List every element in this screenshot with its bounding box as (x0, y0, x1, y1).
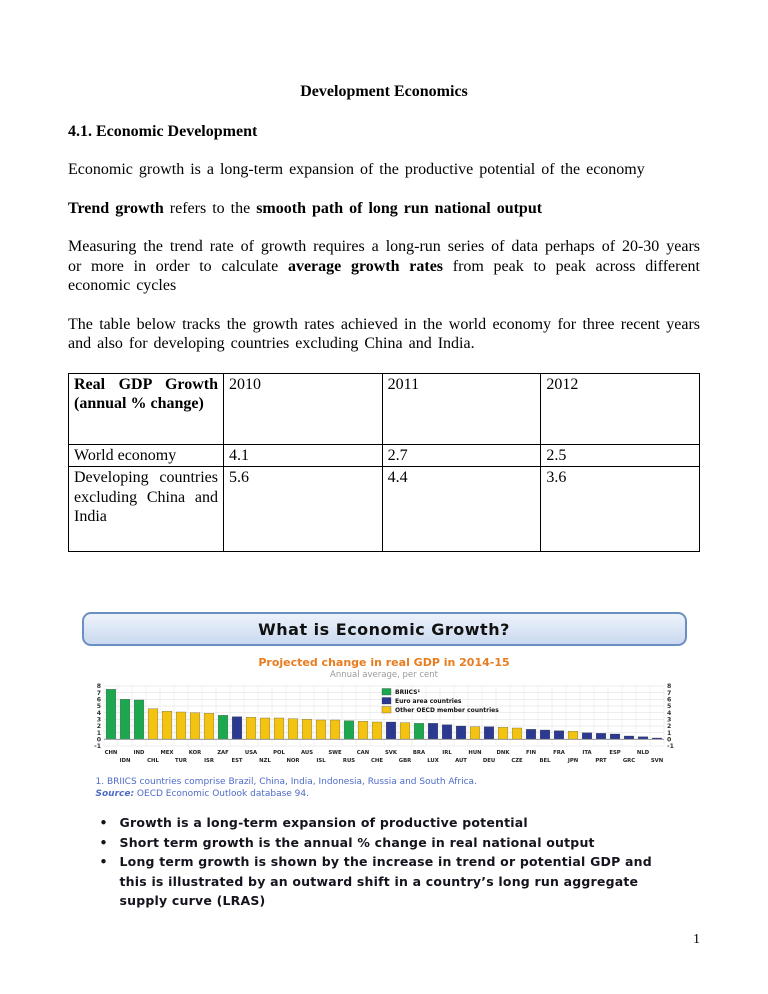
cell-value: 4.4 (382, 467, 541, 552)
svg-text:8: 8 (96, 683, 101, 691)
svg-text:USA: USA (244, 750, 258, 756)
bar-POL (274, 718, 284, 739)
section-heading: 4.1. Economic Development (68, 122, 258, 140)
smooth-path-bold: smooth path of long run national output (256, 199, 543, 217)
svg-text:GRC: GRC (622, 758, 636, 764)
svg-text:ZAF: ZAF (217, 750, 229, 756)
legend-swatch (382, 689, 391, 696)
source-label: Source: (95, 789, 135, 799)
bar-LUX (428, 723, 438, 739)
svg-text:TUR: TUR (175, 758, 187, 764)
table-header-2011: 2011 (382, 373, 541, 444)
svg-text:2: 2 (667, 723, 672, 731)
paragraph-table-intro (68, 315, 700, 354)
svg-text:FIN: FIN (525, 750, 537, 756)
bar-CZE (512, 728, 522, 739)
legend-label: BRIICS¹ (395, 689, 421, 696)
svg-text:FRA: FRA (553, 750, 565, 756)
bullet-item (100, 833, 673, 853)
chart-footnote: 1. BRIICS countries comprise Brazil, China, India, Indonesia, Russia and South Africa. (95, 777, 477, 787)
row-label: Developing countries excluding China and India (69, 467, 224, 552)
gdp-chart-block (82, 656, 687, 771)
svg-text:AUT: AUT (455, 758, 467, 764)
svg-text:CHN: CHN (104, 750, 118, 756)
svg-text:3: 3 (96, 716, 101, 724)
svg-text:IRL: IRL (442, 750, 452, 756)
svg-text:JPN: JPN (567, 758, 579, 764)
bar-ESP (610, 734, 620, 739)
svg-text:1: 1 (667, 729, 672, 737)
bar-FIN (526, 729, 536, 739)
svg-text:0: 0 (667, 736, 672, 744)
svg-text:ITA: ITA (582, 750, 592, 756)
measuring-post-text: from peak to peak across different economic cycles (68, 257, 701, 294)
svg-text:SWE: SWE (328, 750, 342, 756)
svg-text:NLD: NLD (636, 750, 650, 756)
svg-text:2: 2 (96, 723, 101, 731)
svg-text:ESP: ESP (609, 750, 621, 756)
figure-title: What is Economic Growth? (258, 619, 510, 639)
average-growth-bold: average growth rates (287, 257, 444, 275)
svg-text:IDN: IDN (119, 758, 131, 764)
paragraph-trend (68, 199, 700, 219)
cell-value: 2.7 (382, 444, 541, 467)
source-text: OECD Economic Outlook database 94. (134, 789, 309, 799)
svg-text:6: 6 (667, 696, 672, 704)
paragraph-measuring (68, 237, 700, 296)
bar-KOR (190, 713, 200, 740)
bar-AUT (456, 726, 466, 739)
bar-BRA (414, 723, 424, 739)
measuring-pre-text: Measuring the trend rate of growth requires a long-run series of data perhaps of 20-30 years or more in order to calculate (68, 238, 700, 275)
bar-HUN (470, 727, 480, 740)
legend-swatch (382, 707, 391, 714)
svg-text:4: 4 (667, 709, 672, 717)
legend-swatch (382, 698, 391, 705)
svg-text:SVN: SVN (650, 758, 664, 764)
bullet-text: Short term growth is the annual % change in real national output (119, 834, 595, 850)
paragraph-intro (68, 160, 700, 180)
bar-EST (232, 717, 242, 740)
paragraph-intro-text: Economic growth is a long-term expansion of the productive potential of the economy (68, 161, 645, 178)
bar-DNK (498, 727, 508, 739)
chart-source (96, 789, 673, 799)
cell-value: 2.5 (541, 444, 700, 467)
bar-JPN (568, 731, 578, 739)
gdp-growth-table (68, 373, 700, 553)
bullet-item (100, 852, 673, 911)
bar-ISR (204, 713, 214, 739)
chart-subtitle: Annual average, per cent (330, 670, 438, 680)
svg-text:PRT: PRT (595, 758, 607, 764)
page-number: 1 (693, 932, 700, 947)
table-header-row (69, 373, 700, 444)
bar-DEU (484, 727, 494, 740)
chart-notes (82, 777, 687, 799)
bullet-icon: • (99, 834, 108, 850)
svg-text:8: 8 (667, 683, 672, 691)
cell-value: 5.6 (224, 467, 383, 552)
svg-text:POL: POL (273, 750, 285, 756)
bar-GRC (624, 736, 634, 739)
svg-text:RUS: RUS (342, 758, 356, 764)
svg-text:4: 4 (96, 709, 101, 717)
bar-CAN (358, 721, 368, 739)
bar-AUS (302, 719, 312, 739)
bullet-icon: • (99, 854, 108, 869)
figure-title-box (82, 612, 687, 646)
bullet-text: Growth is a long-term expansion of productive potential (119, 815, 528, 830)
svg-text:HUN: HUN (468, 750, 482, 756)
bar-IDN (120, 699, 130, 739)
bar-RUS (344, 721, 354, 740)
svg-text:-1: -1 (667, 743, 674, 751)
svg-text:7: 7 (667, 689, 672, 697)
bar-MEX (162, 711, 172, 739)
bar-ITA (582, 733, 592, 740)
cell-value: 4.1 (224, 444, 383, 467)
svg-text:CHE: CHE (371, 758, 383, 764)
bar-BEL (540, 730, 550, 739)
bar-CHE (372, 722, 382, 739)
svg-text:SVK: SVK (384, 750, 398, 756)
bar-CHL (148, 709, 158, 740)
table-row-world-economy (69, 444, 700, 467)
svg-text:CAN: CAN (356, 750, 370, 756)
chart-title: Projected change in real GDP in 2014-15 (258, 656, 510, 669)
table-intro-text: The table below tracks the growth rates achieved in the world economy for three recent years and also for developing countries excluding China and India. (68, 315, 700, 352)
svg-text:0: 0 (96, 736, 101, 744)
svg-text:BRA: BRA (412, 750, 426, 756)
svg-text:AUS: AUS (300, 750, 314, 756)
svg-text:NZL: NZL (259, 758, 271, 764)
bar-FRA (554, 731, 564, 740)
svg-text:KOR: KOR (188, 750, 202, 756)
bar-ZAF (218, 715, 228, 739)
trend-growth-bold: Trend growth (68, 199, 164, 217)
gdp-bar-chart (84, 682, 684, 766)
table-header-metric: Real GDP Growth (annual % change) (69, 373, 224, 444)
bar-NZL (260, 718, 270, 739)
bar-PRT (596, 733, 606, 739)
legend-label: Other OECD member countries (395, 707, 499, 714)
trend-mid-text: refers to the (163, 199, 257, 217)
cell-value: 3.6 (541, 467, 700, 552)
table-row-developing-countries (69, 467, 700, 552)
svg-text:5: 5 (667, 703, 672, 711)
svg-text:DEU: DEU (482, 758, 496, 764)
svg-text:ISR: ISR (204, 758, 214, 764)
bar-USA (246, 717, 256, 739)
svg-text:CZE: CZE (511, 758, 523, 764)
figure-bullet-list (82, 813, 687, 911)
bar-NOR (288, 719, 298, 740)
svg-text:IND: IND (133, 750, 145, 756)
bar-IND (134, 700, 144, 739)
row-label: World economy (69, 444, 224, 467)
svg-text:1: 1 (96, 729, 101, 737)
svg-text:NOR: NOR (286, 758, 300, 764)
svg-text:ISL: ISL (316, 758, 326, 764)
economic-growth-figure (82, 612, 687, 911)
svg-text:5: 5 (96, 703, 101, 711)
bullet-icon: • (99, 815, 108, 830)
svg-text:GBR: GBR (398, 758, 412, 764)
table-header-2010: 2010 (224, 373, 383, 444)
bullet-text: Long term growth is shown by the increase in trend or potential GDP and this is illustrated by an outward shift in a country’s long run aggregate supply curve (LRAS) (119, 854, 652, 908)
legend-label: Euro area countries (395, 698, 462, 705)
svg-text:3: 3 (667, 716, 672, 724)
doc-title: Development Economics (300, 83, 468, 100)
bar-SWE (330, 720, 340, 739)
svg-text:MEX: MEX (160, 750, 174, 756)
svg-text:-1: -1 (94, 743, 101, 751)
bar-CHN (106, 689, 116, 739)
svg-text:DNK: DNK (496, 750, 510, 756)
svg-text:CHL: CHL (147, 758, 159, 764)
svg-text:LUX: LUX (427, 758, 439, 764)
bar-GBR (400, 723, 410, 740)
bar-IRL (442, 725, 452, 740)
svg-text:6: 6 (96, 696, 101, 704)
bar-TUR (176, 712, 186, 739)
bar-ISL (316, 720, 326, 739)
table-header-2012: 2012 (541, 373, 700, 444)
svg-text:EST: EST (231, 758, 243, 764)
bullet-item (100, 813, 673, 833)
bar-SVK (386, 722, 396, 739)
svg-text:7: 7 (96, 689, 101, 697)
svg-text:BEL: BEL (539, 758, 551, 764)
